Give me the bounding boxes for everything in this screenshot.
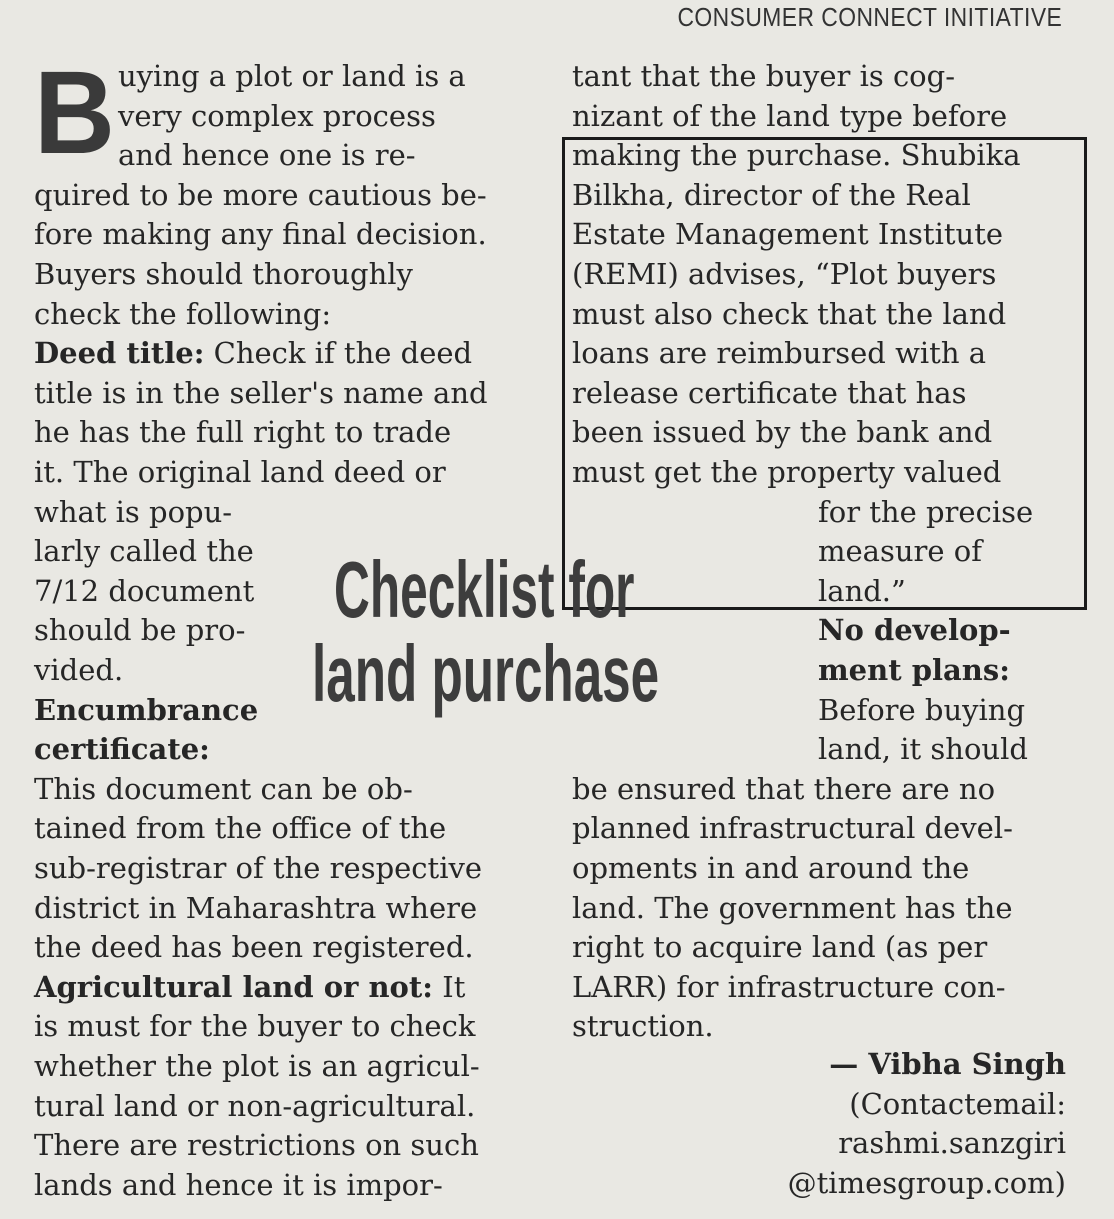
left-column-line: check the following: xyxy=(34,296,332,331)
left-column-line: lands and hence it is impor- xyxy=(34,1167,443,1202)
subhead-text: Check if the deed xyxy=(204,336,473,371)
left-column-line: vided. xyxy=(34,653,124,687)
left-column-line: tural land or non-agricultural. xyxy=(34,1088,476,1123)
left-column-line: This document can be ob- xyxy=(34,771,413,806)
headline-line-1: Checklist for xyxy=(334,545,635,634)
left-column-line: is must for the buyer to check xyxy=(34,1009,476,1044)
right-column-line xyxy=(818,611,1011,651)
subhead: Encumbrance xyxy=(34,692,259,727)
left-column-line: quired to be more cautious be- xyxy=(34,177,487,212)
subhead: Agricultural land or not: xyxy=(34,969,434,1004)
right-column-line: opments in and around the xyxy=(572,851,970,885)
left-column-line: There are restrictions on such xyxy=(34,1128,479,1163)
byline-contact-3: @timesgroup.com) xyxy=(787,1165,1066,1200)
left-column-line: it. The original land deed or xyxy=(34,455,446,489)
left-column-line: uying a plot or land is a xyxy=(118,59,466,93)
right-column-line: Before buying xyxy=(818,692,1026,727)
left-column-line: fore making any final decision. xyxy=(34,217,487,252)
right-column-line: Estate Management Institute xyxy=(572,217,1004,252)
left-column-line: sub-registrar of the respective xyxy=(34,851,483,885)
left-column-line xyxy=(34,691,258,731)
right-column-line: land.” xyxy=(818,573,906,608)
right-column-line: must also check that the land xyxy=(572,296,1007,331)
right-column-line: measure of xyxy=(818,534,982,569)
right-column-line: right to acquire land (as per xyxy=(572,930,988,965)
byline-author: — Vibha Singh xyxy=(829,1047,1066,1081)
subhead-text: It xyxy=(433,969,466,1004)
left-column-line: larly called the xyxy=(34,534,254,569)
drop-cap: B xyxy=(34,47,115,179)
subhead: certificate: xyxy=(34,732,210,767)
right-column-line: (REMI) advises, “Plot buyers xyxy=(572,257,997,291)
left-column-line: very complex process xyxy=(118,98,436,133)
left-column-line: what is popu- xyxy=(34,494,233,529)
section-kicker: CONSUMER CONNECT INITIATIVE xyxy=(677,2,1062,32)
right-column-line: land. The government has the xyxy=(572,890,1013,925)
right-column-line xyxy=(818,651,1010,691)
right-column-line: LARR) for infrastructure con- xyxy=(572,969,1006,1004)
right-column-line: loans are reimbursed with a xyxy=(572,336,987,371)
right-column-line: planned infrastructural devel- xyxy=(572,811,1013,846)
subhead: ment plans: xyxy=(818,653,1010,687)
right-column-line: release certificate that has xyxy=(572,375,967,410)
left-column-line: Buyers should thoroughly xyxy=(34,257,413,291)
left-column-line: and hence one is re- xyxy=(118,138,416,173)
left-column-line xyxy=(34,968,465,1008)
byline-contact-2: rashmi.sanzgiri xyxy=(838,1126,1066,1161)
right-column-line: must get the property valued xyxy=(572,455,1002,489)
byline xyxy=(788,1045,1066,1203)
right-column-line: tant that the buyer is cog- xyxy=(572,59,956,93)
right-column-line: land, it should xyxy=(818,732,1028,767)
right-column-line: be ensured that there are no xyxy=(572,771,996,806)
left-column-line: the deed has been registered. xyxy=(34,930,474,965)
byline-contact-1: (Contactemail: xyxy=(849,1086,1066,1121)
right-column-line: nizant of the land type before xyxy=(572,98,1008,133)
left-column-line: whether the plot is an agricul- xyxy=(34,1049,480,1083)
subhead: No develop- xyxy=(818,613,1011,648)
right-column-line: Bilkha, director of the Real xyxy=(572,177,971,212)
left-column-line xyxy=(34,334,472,374)
left-column-line: district in Maharashtra where xyxy=(34,890,478,925)
subhead: Deed title: xyxy=(34,336,205,371)
left-column-line xyxy=(34,730,210,770)
headline-line-2: land purchase xyxy=(312,629,660,718)
left-column-line: he has the full right to trade xyxy=(34,415,452,450)
left-column-line: tained from the office of the xyxy=(34,811,447,846)
left-column-line: should be pro- xyxy=(34,613,246,648)
right-column-line: for the precise xyxy=(818,494,1034,529)
left-column-line: 7/12 document xyxy=(34,573,255,608)
right-column-line: making the purchase. Shubika xyxy=(572,138,1021,173)
left-column-line: title is in the seller's name and xyxy=(34,375,488,410)
right-column-line: struction. xyxy=(572,1009,714,1044)
right-column-line: been issued by the bank and xyxy=(572,415,993,450)
